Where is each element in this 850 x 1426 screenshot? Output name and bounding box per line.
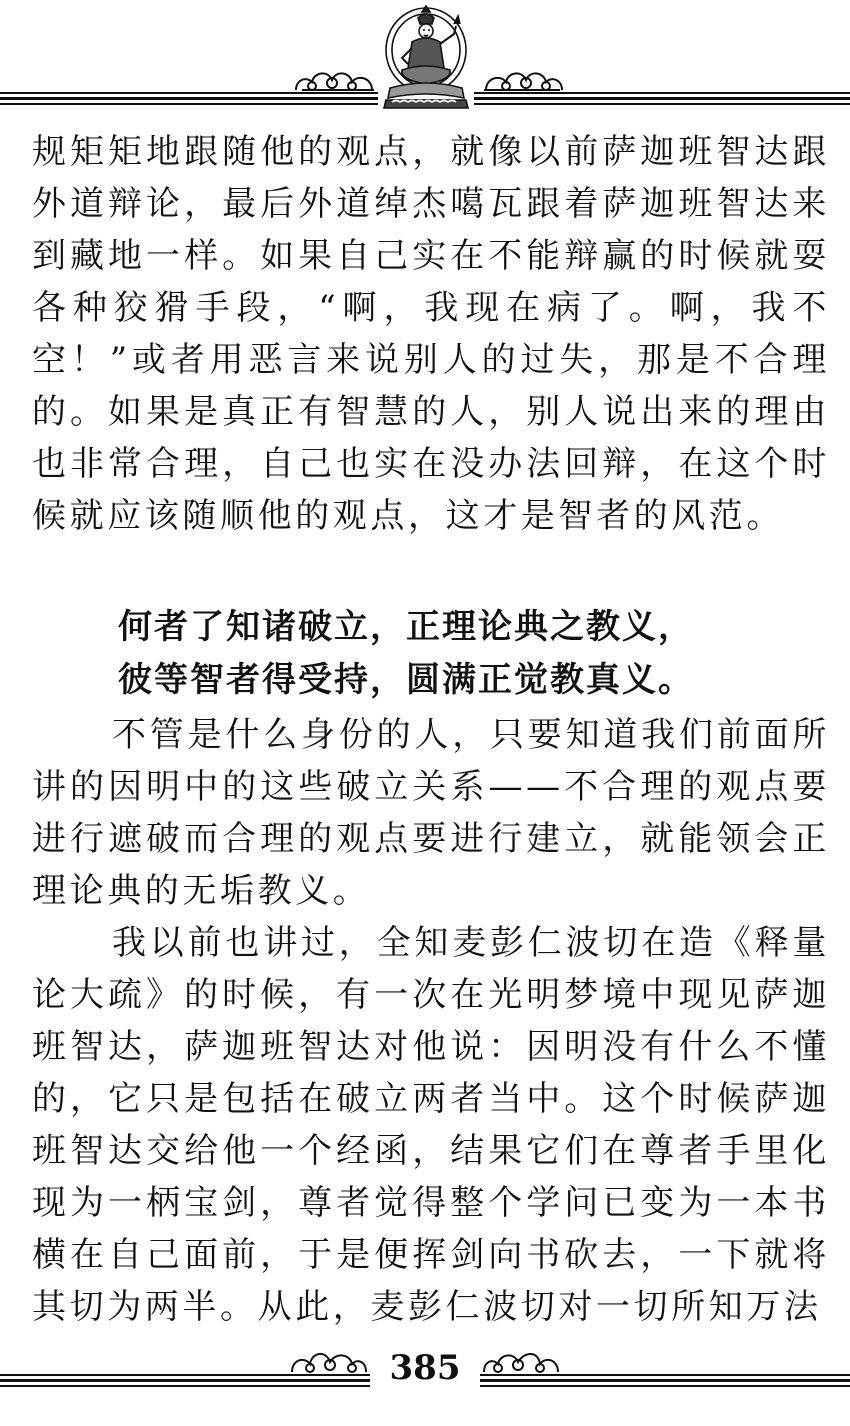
cloud-ornament-icon: [482, 1346, 562, 1376]
cloud-ornament-icon: [288, 1346, 368, 1376]
header-rule-left-mid: [0, 97, 378, 100]
cloud-ornament-icon: [480, 66, 566, 94]
footer-rule-left-mid: [0, 1379, 370, 1382]
page-footer: [0, 1330, 850, 1426]
verse-line-2: 彼等智者得受持，圆满正觉教真义。: [118, 660, 694, 700]
cloud-ornament-icon: [292, 66, 378, 94]
paragraph-1: 规矩矩地跟随他的观点，就像以前萨迦班智达跟外道辩论，最后外道绰杰噶瓦跟着萨迦班智达来到藏地一样。如果自己实在不能辩赢的时候就耍各种狡猾手段，“啊，我现在病了。啊，我不空！”或者用恶言来说别人的过失，那是不合理的。如果是真正有智慧的人，别人说出来的理由也非常合理，自己也实在没办法回辩，在这个时候就应该随顺他的观点，这才是智者的风范。: [32, 132, 830, 536]
footer-rule-right-bottom: [480, 1385, 850, 1387]
paragraph-2: 不管是什么身份的人，只要知道我们前面所讲的因明中的这些破立关系——不合理的观点要进行遮破而合理的观点要进行建立，就能领会正理论典的无垢教义。: [32, 715, 830, 911]
body-section-1: [32, 126, 830, 542]
body-section-2: [32, 709, 830, 1333]
footer-rule-right-mid: [480, 1379, 850, 1382]
header-rule-right-bottom: [474, 103, 850, 105]
verse-block: [118, 601, 758, 707]
verse-line-1: 何者了知诸破立，正理论典之教义，: [118, 607, 694, 647]
header-rule-left-bottom: [0, 103, 378, 105]
seated-deity-icon: [378, 4, 474, 110]
page-header: [0, 0, 850, 115]
page-number: 385: [389, 1348, 461, 1388]
footer-rule-left-bottom: [0, 1385, 370, 1387]
paragraph-3: 我以前也讲过，全知麦彭仁波切在造《释量论大疏》的时候，有一次在光明梦境中现见萨迦班智达，萨迦班智达对他说：因明没有什么不懂的，它只是包括在破立两者当中。这个时候萨迦班智达交给他一个经函，结果它们在尊者手里化现为一柄宝剑，尊者觉得整个学问已变为一本书横在自己面前，于是便挥剑向书砍去，一下就将其切为两半。从此，麦彭仁波切对一切所知万法: [32, 923, 830, 1327]
header-rule-right-mid: [474, 97, 850, 100]
